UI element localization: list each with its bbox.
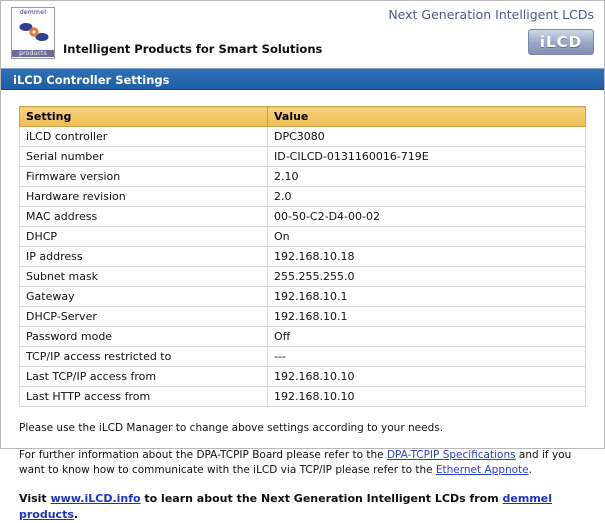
demmel-propeller-logo-icon: [19, 21, 49, 43]
setting-name-cell: Subnet mask: [20, 267, 268, 287]
ethernet-appnote-link[interactable]: Ethernet Appnote: [435, 464, 529, 477]
setting-value-cell: 192.168.10.10: [268, 367, 586, 387]
setting-value-cell: 255.255.255.0: [268, 267, 586, 287]
ilcd-brand-badge: [528, 29, 594, 55]
setting-value-cell: DPC3080: [268, 127, 586, 147]
setting-value-cell: 2.10: [268, 167, 586, 187]
table-row: [20, 307, 586, 327]
logo-word-top: demmel: [19, 9, 47, 16]
page-title: Next Generation Intelligent LCDs: [388, 7, 594, 22]
setting-name-cell: TCP/IP access restricted to: [20, 347, 268, 367]
column-header-value: Value: [268, 107, 586, 127]
setting-value-cell: On: [268, 227, 586, 247]
company-logo: [11, 7, 55, 59]
ilcd-info-link[interactable]: www.iLCD.info: [50, 491, 141, 505]
setting-value-cell: 192.168.10.1: [268, 307, 586, 327]
table-row: [20, 347, 586, 367]
setting-value-cell: Off: [268, 327, 586, 347]
setting-name-cell: Firmware version: [20, 167, 268, 187]
note-further-info: [19, 448, 586, 478]
setting-value-cell: 192.168.10.18: [268, 247, 586, 267]
setting-name-cell: Last TCP/IP access from: [20, 367, 268, 387]
setting-value-cell: 2.0: [268, 187, 586, 207]
table-row: [20, 367, 586, 387]
company-tagline: Intelligent Products for Smart Solutions: [63, 42, 323, 56]
visit-text-part1: Visit: [19, 491, 51, 505]
setting-name-cell: MAC address: [20, 207, 268, 227]
table-row: [20, 207, 586, 227]
setting-name-cell: Serial number: [20, 147, 268, 167]
setting-value-cell: 192.168.10.1: [268, 287, 586, 307]
settings-table-body: [20, 127, 586, 407]
setting-name-cell: IP address: [20, 247, 268, 267]
settings-content: [1, 90, 604, 407]
visit-text-part2: to learn about the Next Generation Intelligent LCDs from: [140, 491, 503, 505]
setting-name-cell: Password mode: [20, 327, 268, 347]
setting-name-cell: Hardware revision: [20, 187, 268, 207]
table-row: [20, 387, 586, 407]
column-header-setting: Setting: [20, 107, 268, 127]
table-row: [20, 127, 586, 147]
setting-name-cell: DHCP-Server: [20, 307, 268, 327]
setting-name-cell: Gateway: [20, 287, 268, 307]
table-row: [20, 227, 586, 247]
notes-section: [1, 407, 604, 523]
dpa-tcpip-specifications-link[interactable]: DPA-TCPIP Specifications: [386, 449, 516, 462]
note-text-part2: and if you want to know how to communicate with the iLCD via TCP/IP please refer to the: [19, 449, 572, 477]
setting-name-cell: iLCD controller: [20, 127, 268, 147]
setting-name-cell: Last HTTP access from: [20, 387, 268, 407]
ilcd-badge-label: iLCD: [539, 33, 583, 51]
table-row: [20, 167, 586, 187]
table-row: [20, 187, 586, 207]
setting-name-cell: DHCP: [20, 227, 268, 247]
note-text-part1: For further information about the DPA-TCPIP Board please refer to the: [19, 449, 387, 462]
logo-word-bottom: products: [12, 50, 54, 57]
setting-value-cell: ---: [268, 347, 586, 367]
note-visit: [19, 491, 586, 523]
table-header-row: [20, 107, 586, 127]
note-text-part3: .: [528, 464, 532, 477]
table-row: [20, 327, 586, 347]
section-titlebar: iLCD Controller Settings: [1, 68, 604, 90]
table-row: [20, 287, 586, 307]
demmel-products-link[interactable]: demmel products: [19, 491, 553, 521]
table-row: [20, 267, 586, 287]
settings-table: [19, 106, 586, 407]
visit-text-part3: .: [73, 507, 79, 521]
table-row: [20, 247, 586, 267]
setting-value-cell: 00-50-C2-D4-00-02: [268, 207, 586, 227]
setting-value-cell: ID-CILCD-0131160016-719E: [268, 147, 586, 167]
page-header: [1, 1, 604, 68]
setting-value-cell: 192.168.10.10: [268, 387, 586, 407]
table-row: [20, 147, 586, 167]
note-manager-hint: Please use the iLCD Manager to change above settings according to your needs.: [19, 422, 444, 434]
